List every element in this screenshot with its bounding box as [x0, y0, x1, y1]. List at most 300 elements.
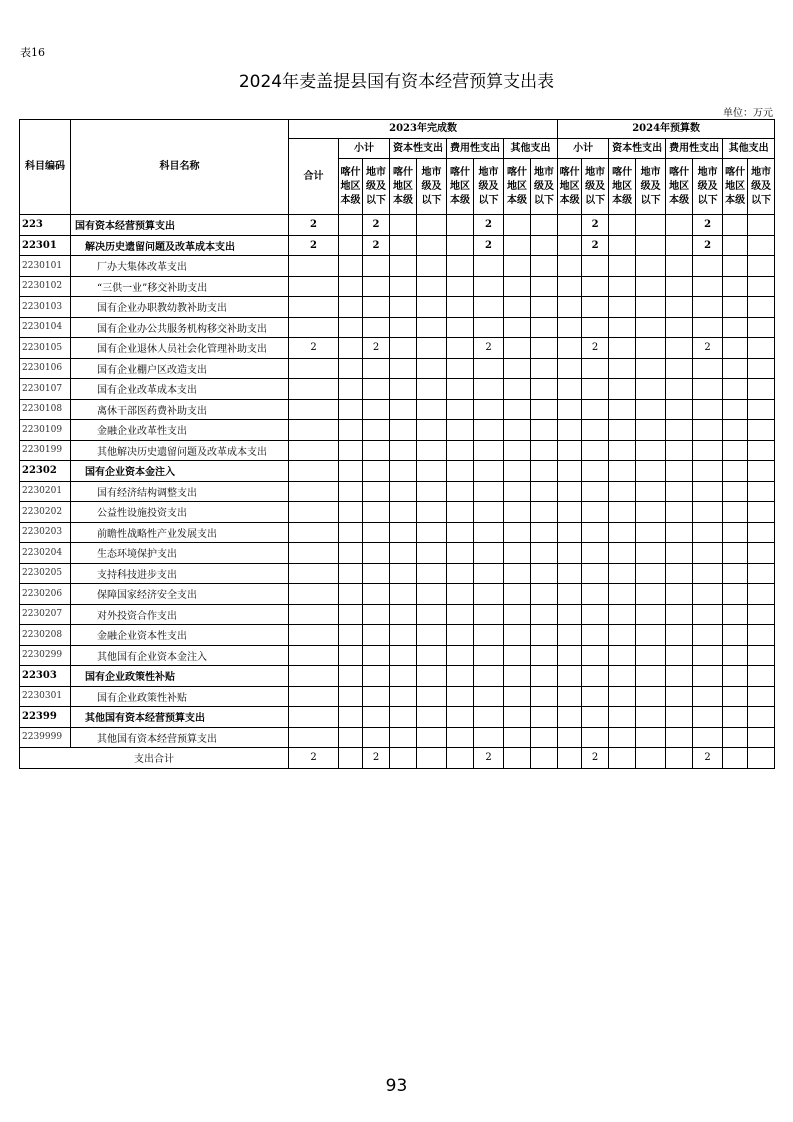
- value-cell: [693, 502, 723, 523]
- value-cell: [666, 338, 693, 359]
- value-cell: [339, 686, 363, 707]
- value-cell: [289, 461, 339, 482]
- value-cell: [474, 604, 504, 625]
- value-cell: [693, 317, 723, 338]
- header-local-level: 喀什地区本级: [723, 159, 748, 215]
- value-cell: [390, 379, 417, 400]
- value-cell: [339, 584, 363, 605]
- value-cell: [748, 481, 775, 502]
- value-cell: [636, 235, 666, 256]
- table-row: [20, 686, 775, 707]
- subject-name: 公益性设施投资支出: [71, 502, 289, 523]
- header-capital-2024: 资本性支出: [609, 139, 666, 159]
- table-row: [20, 522, 775, 543]
- table-row: [20, 543, 775, 564]
- table-row: [20, 399, 775, 420]
- value-cell: [558, 338, 582, 359]
- value-cell: [748, 379, 775, 400]
- value-cell: [339, 604, 363, 625]
- value-cell: [531, 276, 558, 297]
- value-cell: [339, 235, 363, 256]
- value-cell: [504, 625, 531, 646]
- value-cell: [609, 440, 636, 461]
- value-cell: [474, 502, 504, 523]
- value-cell: [748, 584, 775, 605]
- value-cell: [558, 440, 582, 461]
- value-cell: [609, 686, 636, 707]
- value-cell: [582, 707, 609, 728]
- value-cell: [339, 625, 363, 646]
- value-cell: [339, 215, 363, 236]
- value-cell: [666, 707, 693, 728]
- value-cell: [363, 543, 390, 564]
- subject-name: 国有企业政策性补贴: [71, 686, 289, 707]
- value-cell: [474, 440, 504, 461]
- subject-name: 对外投资合作支出: [71, 604, 289, 625]
- value-cell: [447, 297, 474, 318]
- value-cell: [447, 461, 474, 482]
- value-cell: [447, 584, 474, 605]
- value-cell: [723, 604, 748, 625]
- value-cell: [636, 666, 666, 687]
- value-cell: [417, 215, 447, 236]
- value-cell: [609, 215, 636, 236]
- value-cell: [636, 748, 666, 769]
- header-lower-level: 地市级及以下: [417, 159, 447, 215]
- value-cell: [390, 481, 417, 502]
- value-cell: [339, 358, 363, 379]
- value-cell: [339, 379, 363, 400]
- value-cell: [609, 481, 636, 502]
- value-cell: [363, 440, 390, 461]
- value-cell: [339, 481, 363, 502]
- subject-name: 国有企业办公共服务机构移交补助支出: [71, 317, 289, 338]
- subject-name: 厂办大集体改革支出: [71, 256, 289, 277]
- value-cell: [609, 604, 636, 625]
- header-name: 科目名称: [71, 120, 289, 215]
- value-cell: [417, 666, 447, 687]
- value-cell: [447, 215, 474, 236]
- value-cell: [582, 563, 609, 584]
- value-cell: [339, 297, 363, 318]
- value-cell: [636, 563, 666, 584]
- value-cell: [723, 399, 748, 420]
- subject-code: 2230203: [20, 522, 71, 543]
- subject-code: 2230109: [20, 420, 71, 441]
- value-cell: [504, 379, 531, 400]
- value-cell: [363, 625, 390, 646]
- value-cell: [339, 748, 363, 769]
- value-cell: [748, 215, 775, 236]
- value-cell: [693, 379, 723, 400]
- value-cell: [474, 522, 504, 543]
- value-cell: [558, 297, 582, 318]
- value-cell: [531, 461, 558, 482]
- value-cell: 2: [693, 338, 723, 359]
- value-cell: 2: [363, 748, 390, 769]
- subject-code: 2230299: [20, 645, 71, 666]
- value-cell: [504, 297, 531, 318]
- value-cell: [636, 461, 666, 482]
- value-cell: [723, 727, 748, 748]
- value-cell: [531, 707, 558, 728]
- value-cell: [666, 522, 693, 543]
- value-cell: [748, 440, 775, 461]
- value-cell: [693, 461, 723, 482]
- value-cell: [582, 297, 609, 318]
- value-cell: [289, 317, 339, 338]
- value-cell: [289, 625, 339, 646]
- table-row: [20, 235, 775, 256]
- value-cell: [289, 276, 339, 297]
- value-cell: [447, 666, 474, 687]
- value-cell: [558, 727, 582, 748]
- value-cell: [693, 727, 723, 748]
- value-cell: [748, 297, 775, 318]
- value-cell: [666, 399, 693, 420]
- value-cell: [447, 358, 474, 379]
- value-cell: [474, 297, 504, 318]
- value-cell: [504, 563, 531, 584]
- value-cell: [474, 686, 504, 707]
- value-cell: [417, 481, 447, 502]
- header-local-level: 喀什地区本级: [666, 159, 693, 215]
- value-cell: [666, 215, 693, 236]
- table-row: [20, 440, 775, 461]
- value-cell: [339, 543, 363, 564]
- value-cell: [723, 338, 748, 359]
- value-cell: [723, 297, 748, 318]
- value-cell: [582, 604, 609, 625]
- value-cell: [417, 338, 447, 359]
- value-cell: [558, 666, 582, 687]
- header-local-level: 喀什地区本级: [609, 159, 636, 215]
- value-cell: [289, 420, 339, 441]
- subject-name: 国有企业政策性补贴: [71, 666, 289, 687]
- subject-name: 解决历史遗留问题及改革成本支出: [71, 235, 289, 256]
- value-cell: [582, 399, 609, 420]
- subject-code: 2230101: [20, 256, 71, 277]
- value-cell: [447, 420, 474, 441]
- value-cell: [417, 317, 447, 338]
- value-cell: [693, 625, 723, 646]
- value-cell: [558, 625, 582, 646]
- value-cell: [363, 563, 390, 584]
- table-row: [20, 645, 775, 666]
- value-cell: [666, 563, 693, 584]
- value-cell: [558, 502, 582, 523]
- value-cell: [504, 727, 531, 748]
- value-cell: [504, 358, 531, 379]
- value-cell: [390, 338, 417, 359]
- value-cell: 2: [582, 235, 609, 256]
- table-body: [20, 215, 775, 769]
- value-cell: [582, 666, 609, 687]
- value-cell: 2: [693, 215, 723, 236]
- value-cell: [531, 748, 558, 769]
- value-cell: [390, 317, 417, 338]
- table-row: [20, 317, 775, 338]
- subject-name: 国有经济结构调整支出: [71, 481, 289, 502]
- subject-name: 国有企业办职教幼教补助支出: [71, 297, 289, 318]
- value-cell: [666, 235, 693, 256]
- value-cell: [748, 543, 775, 564]
- value-cell: [417, 727, 447, 748]
- value-cell: [558, 461, 582, 482]
- subject-code: 2230206: [20, 584, 71, 605]
- value-cell: [748, 625, 775, 646]
- subject-name: 离休干部医药费补助支出: [71, 399, 289, 420]
- budget-table: [19, 119, 775, 769]
- value-cell: [693, 399, 723, 420]
- value-cell: [609, 235, 636, 256]
- value-cell: [558, 358, 582, 379]
- value-cell: [363, 666, 390, 687]
- value-cell: [390, 461, 417, 482]
- value-cell: [582, 420, 609, 441]
- table-row: [20, 379, 775, 400]
- value-cell: 2: [363, 215, 390, 236]
- value-cell: [582, 440, 609, 461]
- value-cell: [531, 297, 558, 318]
- value-cell: [447, 481, 474, 502]
- value-cell: 2: [474, 235, 504, 256]
- value-cell: [289, 379, 339, 400]
- value-cell: [504, 256, 531, 277]
- value-cell: [609, 563, 636, 584]
- value-cell: [417, 420, 447, 441]
- table-row: [20, 604, 775, 625]
- value-cell: [390, 420, 417, 441]
- value-cell: [417, 297, 447, 318]
- value-cell: [504, 748, 531, 769]
- value-cell: [558, 522, 582, 543]
- value-cell: [363, 358, 390, 379]
- value-cell: 2: [582, 215, 609, 236]
- value-cell: [582, 502, 609, 523]
- value-cell: [504, 481, 531, 502]
- value-cell: [666, 625, 693, 646]
- value-cell: [693, 563, 723, 584]
- value-cell: [390, 748, 417, 769]
- value-cell: [609, 584, 636, 605]
- value-cell: [390, 235, 417, 256]
- value-cell: [447, 317, 474, 338]
- value-cell: [531, 666, 558, 687]
- value-cell: [748, 727, 775, 748]
- subject-name: 国有企业棚户区改造支出: [71, 358, 289, 379]
- table-row: [20, 420, 775, 441]
- value-cell: [636, 338, 666, 359]
- value-cell: [723, 584, 748, 605]
- header-expense-2023: 费用性支出: [447, 139, 504, 159]
- value-cell: [289, 543, 339, 564]
- value-cell: [339, 256, 363, 277]
- value-cell: [474, 256, 504, 277]
- value-cell: [289, 563, 339, 584]
- header-lower-level: 地市级及以下: [582, 159, 609, 215]
- value-cell: [339, 420, 363, 441]
- value-cell: [289, 707, 339, 728]
- value-cell: [474, 625, 504, 646]
- value-cell: [531, 440, 558, 461]
- table-row: [20, 481, 775, 502]
- value-cell: [531, 625, 558, 646]
- value-cell: [748, 420, 775, 441]
- value-cell: [531, 317, 558, 338]
- value-cell: [474, 727, 504, 748]
- subject-code: 2230102: [20, 276, 71, 297]
- value-cell: [390, 502, 417, 523]
- value-cell: [723, 625, 748, 646]
- table-row: [20, 707, 775, 728]
- value-cell: [582, 256, 609, 277]
- value-cell: [666, 358, 693, 379]
- value-cell: [666, 727, 693, 748]
- value-cell: [558, 604, 582, 625]
- value-cell: [474, 584, 504, 605]
- value-cell: [289, 440, 339, 461]
- value-cell: [447, 645, 474, 666]
- value-cell: [531, 502, 558, 523]
- value-cell: [363, 645, 390, 666]
- value-cell: [363, 727, 390, 748]
- value-cell: [363, 604, 390, 625]
- value-cell: [723, 502, 748, 523]
- value-cell: [582, 645, 609, 666]
- value-cell: [558, 686, 582, 707]
- value-cell: [363, 522, 390, 543]
- value-cell: [748, 748, 775, 769]
- value-cell: [447, 748, 474, 769]
- subject-code: 22301: [20, 235, 71, 256]
- value-cell: [339, 461, 363, 482]
- value-cell: [504, 317, 531, 338]
- table-row: [20, 297, 775, 318]
- value-cell: [636, 379, 666, 400]
- value-cell: [693, 666, 723, 687]
- value-cell: [666, 645, 693, 666]
- header-capital-2023: 资本性支出: [390, 139, 447, 159]
- value-cell: [723, 461, 748, 482]
- value-cell: [390, 625, 417, 646]
- value-cell: [474, 481, 504, 502]
- header-2024: 2024年预算数: [558, 120, 775, 139]
- value-cell: [723, 707, 748, 728]
- value-cell: [339, 399, 363, 420]
- value-cell: [609, 461, 636, 482]
- value-cell: 2: [289, 338, 339, 359]
- value-cell: [289, 686, 339, 707]
- value-cell: [693, 276, 723, 297]
- table-row: [20, 276, 775, 297]
- subject-name: 国有企业改革成本支出: [71, 379, 289, 400]
- header-local-level: 喀什地区本级: [504, 159, 531, 215]
- value-cell: [504, 399, 531, 420]
- value-cell: [504, 584, 531, 605]
- header-other-2024: 其他支出: [723, 139, 775, 159]
- value-cell: [609, 502, 636, 523]
- value-cell: [723, 563, 748, 584]
- value-cell: [390, 399, 417, 420]
- value-cell: [289, 666, 339, 687]
- value-cell: [504, 420, 531, 441]
- value-cell: [748, 563, 775, 584]
- subject-code: 2230207: [20, 604, 71, 625]
- value-cell: [666, 420, 693, 441]
- value-cell: [289, 481, 339, 502]
- value-cell: [748, 399, 775, 420]
- value-cell: [609, 522, 636, 543]
- value-cell: [723, 748, 748, 769]
- header-subtotal-2024: 小计: [558, 139, 609, 159]
- table-header: [20, 120, 775, 215]
- value-cell: [636, 502, 666, 523]
- value-cell: [289, 645, 339, 666]
- value-cell: [558, 215, 582, 236]
- value-cell: [531, 399, 558, 420]
- value-cell: [417, 461, 447, 482]
- header-local-level: 喀什地区本级: [339, 159, 363, 215]
- value-cell: [582, 543, 609, 564]
- value-cell: [447, 522, 474, 543]
- value-cell: [531, 543, 558, 564]
- value-cell: [609, 727, 636, 748]
- value-cell: [447, 502, 474, 523]
- subject-name: 金融企业改革性支出: [71, 420, 289, 441]
- value-cell: [748, 707, 775, 728]
- value-cell: [558, 317, 582, 338]
- value-cell: [666, 604, 693, 625]
- value-cell: [582, 727, 609, 748]
- value-cell: [417, 502, 447, 523]
- subject-name: 国有企业资本金注入: [71, 461, 289, 482]
- value-cell: [693, 256, 723, 277]
- subject-code: 2230108: [20, 399, 71, 420]
- value-cell: [723, 666, 748, 687]
- value-cell: [531, 420, 558, 441]
- value-cell: [636, 440, 666, 461]
- value-cell: [417, 358, 447, 379]
- value-cell: [474, 563, 504, 584]
- value-cell: [447, 379, 474, 400]
- subject-code: 2230204: [20, 543, 71, 564]
- value-cell: 2: [289, 235, 339, 256]
- header-local-level: 喀什地区本级: [447, 159, 474, 215]
- value-cell: [748, 235, 775, 256]
- value-cell: [666, 440, 693, 461]
- value-cell: [582, 686, 609, 707]
- subject-code: 2230205: [20, 563, 71, 584]
- value-cell: [289, 584, 339, 605]
- value-cell: [390, 543, 417, 564]
- value-cell: [447, 686, 474, 707]
- value-cell: [417, 748, 447, 769]
- page-number: 93: [385, 1076, 408, 1096]
- value-cell: [609, 748, 636, 769]
- value-cell: [748, 358, 775, 379]
- value-cell: [417, 645, 447, 666]
- value-cell: [636, 317, 666, 338]
- subject-code: 2230103: [20, 297, 71, 318]
- value-cell: [447, 399, 474, 420]
- value-cell: [693, 584, 723, 605]
- value-cell: 2: [474, 748, 504, 769]
- header-lower-level: 地市级及以下: [636, 159, 666, 215]
- subject-name: 支持科技进步支出: [71, 563, 289, 584]
- subject-name: 国有资本经营预算支出: [71, 215, 289, 236]
- value-cell: [636, 645, 666, 666]
